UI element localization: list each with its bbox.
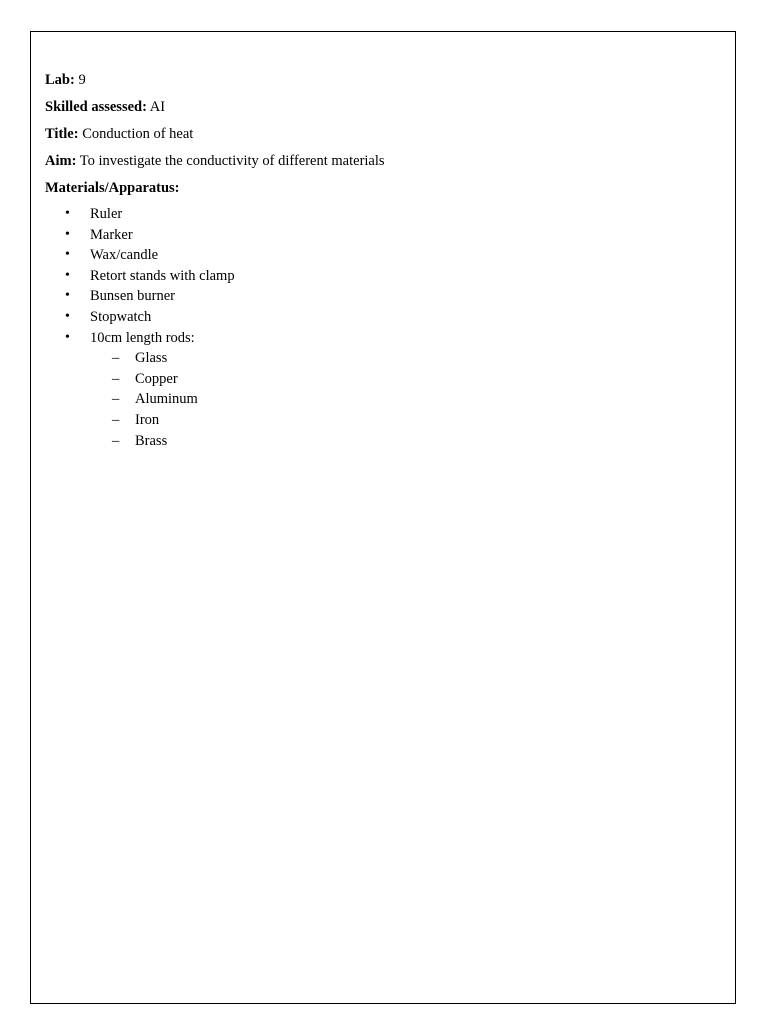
dash-icon: – [112,391,120,408]
material-label: Bunsen burner [90,288,175,305]
title-field [45,124,725,144]
aim-label: Aim: [45,153,77,169]
skill-label: Skilled assessed: [45,99,147,115]
rod-label: Aluminum [135,391,198,408]
list-item [45,266,725,287]
list-item [45,204,725,225]
material-label: Stopwatch [90,308,152,325]
sublist-item [90,389,725,410]
rod-label: Iron [135,411,160,428]
list-item [45,328,725,452]
rod-label: Copper [135,370,178,387]
bullet-icon: • [65,308,70,324]
bullet-icon: • [65,206,70,221]
sublist-item [90,431,725,452]
list-item [45,245,725,266]
dash-icon: – [112,370,120,387]
lab-label: Lab: [45,72,75,88]
skill-field [45,97,725,117]
rod-label: Brass [135,432,168,449]
material-label: Marker [90,226,133,243]
material-label: Wax/candle [90,247,159,264]
skill-value: AI [149,99,166,115]
title-value: Conduction of heat [82,126,194,142]
rod-label: Glass [135,350,168,367]
bullet-icon: • [65,226,70,242]
materials-heading: Materials/Apparatus: [45,180,180,196]
material-label: 10cm length rods: [90,329,195,346]
sublist-item [90,369,725,390]
title-label: Title: [45,126,79,142]
bullet-icon: • [65,247,70,263]
dash-icon: – [112,411,120,428]
bullet-icon: • [65,288,70,304]
sublist-item [90,348,725,369]
material-label: Retort stands with clamp [90,267,235,284]
list-item [45,307,725,328]
dash-icon: – [112,350,120,367]
rods-sublist [90,348,725,451]
document-body [45,70,725,451]
lab-field [45,70,725,90]
materials-list [45,204,725,451]
lab-value: 9 [78,72,86,88]
bullet-icon: • [65,329,70,345]
dash-icon: – [112,432,120,449]
list-item [45,225,725,246]
material-label: Ruler [90,206,123,222]
sublist-item [90,410,725,431]
aim-value: To investigate the conductivity of different materials [79,153,385,169]
aim-field [45,151,725,171]
bullet-icon: • [65,267,70,283]
list-item [45,286,725,307]
